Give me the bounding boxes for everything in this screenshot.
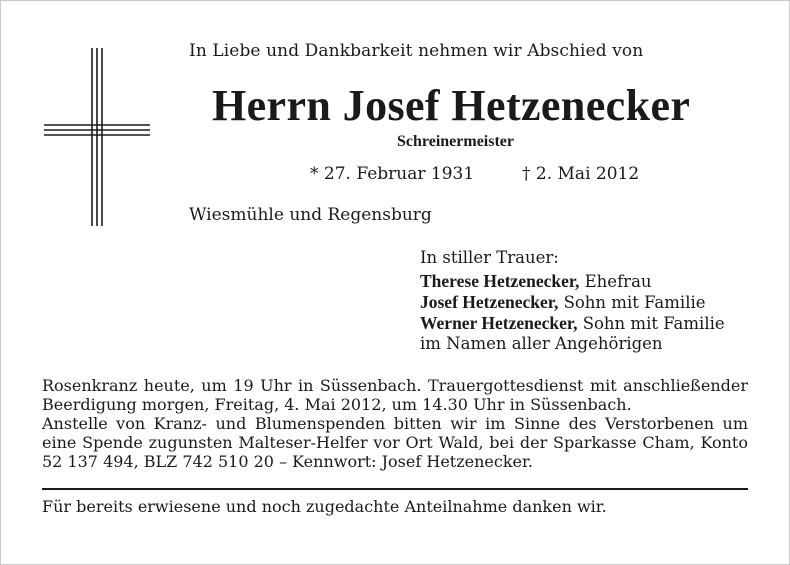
divider bbox=[42, 488, 748, 490]
mourner-relation: Sohn mit Familie bbox=[577, 314, 725, 333]
mourner-name: Werner Hetzenecker, bbox=[420, 313, 578, 333]
mourner-name: Therese Hetzenecker, bbox=[420, 271, 580, 291]
mourners-block bbox=[420, 248, 725, 354]
paragraph-donation: Anstelle von Kranz- und Blumenspenden bitten wir im Sinne des Verstorbenen um eine Spende zugunsten Malteser-Helfer vor Ort Wald, bei der Sparkasse Cham, Konto 52 137 494, BLZ 742 510 20 – Kennwort: Josef Hetzenecker. bbox=[42, 414, 748, 471]
death-date: † 2. Mai 2012 bbox=[522, 164, 640, 184]
cross-icon bbox=[44, 48, 150, 226]
deceased-name: Herrn Josef Hetzenecker bbox=[212, 81, 691, 130]
mourner-name: Josef Hetzenecker, bbox=[420, 292, 559, 312]
mourners-footer: im Namen aller Angehörigen bbox=[420, 334, 663, 353]
place-text: Wiesmühle und Regensburg bbox=[189, 205, 432, 225]
mourner-line bbox=[420, 313, 725, 334]
thanks-text: Für bereits erwiesene und noch zugedachte Anteilnahme danken wir. bbox=[42, 497, 607, 516]
mourner-line bbox=[420, 292, 725, 313]
mourner-relation: Ehefrau bbox=[579, 272, 652, 291]
intro-text: In Liebe und Dankbarkeit nehmen wir Abschied von bbox=[189, 41, 644, 61]
mourner-line bbox=[420, 271, 725, 292]
birth-date: * 27. Februar 1931 bbox=[310, 164, 475, 184]
paragraph-rosary: Rosenkranz heute, um 19 Uhr in Süssenbach. Trauergottesdienst mit anschließender Beerdigung morgen, Freitag, 4. Mai 2012, um 14.30 Uhr in Süssenbach. bbox=[42, 376, 748, 414]
profession-title: Schreinermeister bbox=[397, 133, 514, 150]
service-details bbox=[42, 376, 748, 471]
mourners-heading: In stiller Trauer: bbox=[420, 248, 559, 267]
mourner-relation: Sohn mit Familie bbox=[558, 293, 706, 312]
